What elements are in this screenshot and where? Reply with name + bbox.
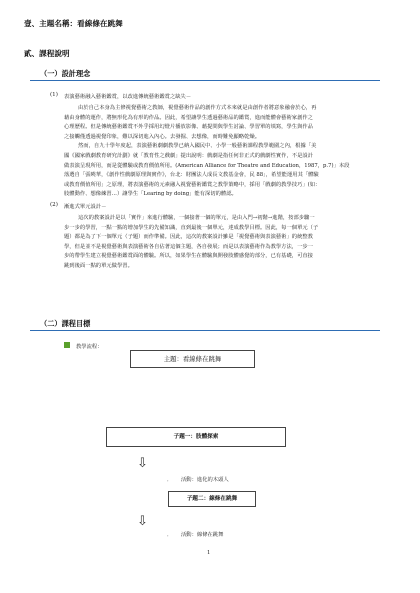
- down-arrow-icon: ⇩: [137, 514, 148, 529]
- paragraph-line: 學，但是並不是視覺藝術與表演藝術各自佔著這個主題，各自發展；而是以表演藝術作為教學方法，一步一: [64, 243, 313, 250]
- paragraph-line: 肢體動作、想像練習…）讓學生「Learing by doing」能有深切的體認。: [64, 191, 237, 198]
- document-title: 壹、主題名稱：看線條在跳舞: [24, 19, 123, 28]
- section-heading-course-description: 貳、課程說明: [24, 49, 70, 58]
- paragraph-line: 由於自己本身為主修視覺藝術之教師，視覺藝術作品的創作方式本來就是由創作者將意象融會於心，再: [78, 105, 317, 111]
- subtopic-2-label: 子題二：線條在跳舞: [186, 496, 238, 502]
- paragraph-line: 跳到後面一點的單元做學習。: [64, 262, 133, 269]
- section-design-concept-title: （一）設計理念: [40, 69, 91, 78]
- item-1-title: 表演藝術融入藝術鑑賞，以改進傳統藝術鑑賞之缺失－: [64, 94, 192, 100]
- paragraph-line: 國《國家戲劇教育研究計劃》就「教育性之戲劇」提出說明：戲劇是指任何非正式的戲劇性實作，不是設計: [64, 152, 313, 159]
- item-1-paragraph: [64, 104, 380, 200]
- item-2-paragraph: [64, 214, 380, 272]
- item-2-title: 漸進式單元設計－: [64, 204, 107, 210]
- activity-2-label: 活動：線條在跳舞: [181, 532, 224, 538]
- activity-1-label: 活動：進化的木頭人: [181, 477, 229, 483]
- paragraph-line: 然而，自九十學年度起，表演藝術劇劇教學已納入國民中、小學一般藝術課程教學範圍之內，根據「美: [78, 143, 317, 150]
- activity-2-bullet: ．: [167, 532, 173, 538]
- page-number: 1: [207, 550, 211, 556]
- activity-1-bullet: ．: [167, 477, 173, 483]
- section-design-concept-header: [30, 68, 380, 81]
- green-square-bullet-icon: [64, 342, 70, 348]
- paragraph-line: 步的帶學生建立視覺藝術鑑賞面的體驗。所以，如果學生在體驗與開發肢體感覺的部分，已有基礎，可直接: [64, 253, 313, 260]
- section-course-goals-header: [30, 318, 380, 331]
- down-arrow-icon: ⇩: [137, 456, 148, 471]
- paragraph-line: 或教育價值所用」之原理，將表演藝術的元素融入視覺藝術鑑賞之教學策略中，採用「戲劇的教學技巧」(如：: [64, 181, 321, 188]
- theme-box-label: 主題：看線條在跳舞: [163, 355, 222, 363]
- paragraph-line: 之接觸僅透過視覺印象，難以深切進入內心。去發掘、去想像，而時難免顯略乾燥。: [64, 133, 260, 140]
- subtopic-1-box: [106, 427, 286, 447]
- theme-box: [130, 350, 255, 368]
- paragraph-line: 這次的教案設計是以「實作」來進行體驗，一個接著一個的單元，是由入門→初階→進階，按部步驟一: [78, 215, 315, 221]
- paragraph-line: 心理歷程。但是傳統藝術鑑賞不外乎採用幻燈片播放影像、藉提問與學生討論、學習單的填寫，學生與作品: [64, 124, 313, 131]
- paragraph-line: 步一步的學習，一點一點的增加學生的先備知識，直到最後一個單元，達成教學目標。因此，每一個單元（子: [64, 224, 319, 231]
- item-number-1: (1): [50, 92, 58, 98]
- paragraph-line: 做表演呈現所用，而是從體驗或教育價值所用。(American Alliance for Theatre and Education，1987，p.7)」本段: [64, 162, 350, 169]
- section-course-goals-title: （二）課程目標: [40, 319, 91, 328]
- paragraph-line: 落選自「張曉華，《創作性戲劇原理與實作》，台北：財團法人成長文教基金會，民 88」，希望能運用其「體驗: [64, 172, 319, 179]
- paragraph-line: 題）都是為了下一個單元（子題）而作準備。因此，這次的教案設計雖是「視覺藝術與表演藝術」的統整教: [64, 234, 313, 241]
- item-number-2: (2): [50, 202, 58, 208]
- subtopic-2-box: [168, 491, 256, 507]
- subtopic-1-label: 子題一：肢體探索: [173, 434, 219, 440]
- teaching-flow-label: 教學流程：: [76, 344, 103, 350]
- paragraph-line: 藉由身體的運作，將無形化為有形的作品。因此，希望讓學生透過藝術品的鑑賞，進而能體會藝術家創作之: [64, 114, 313, 121]
